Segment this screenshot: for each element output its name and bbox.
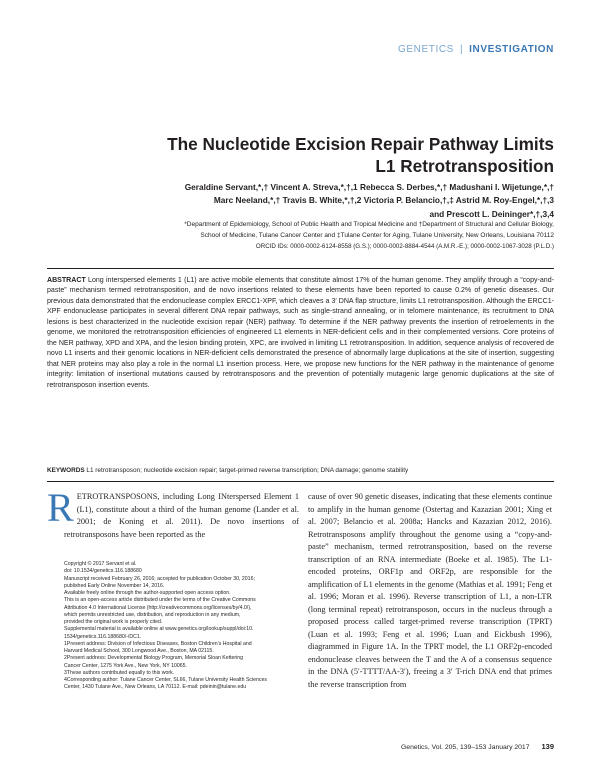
keywords — [47, 467, 554, 474]
footnote-line: Manuscript received February 26, 2016; accepted for publication October 30, 2016; — [64, 575, 255, 582]
page-footer — [401, 742, 554, 751]
authors-line-1: Geraldine Servant,*,† Vincent A. Streva,*,†,1 Rebecca S. Derbes,*,† Madushani I. Wijetunge,*,† — [184, 182, 554, 192]
keywords-label: KEYWORDS — [47, 467, 85, 474]
authors-line-3: and Prescott L. Deininger*,†,3,4 — [429, 208, 554, 219]
header-separator: | — [459, 44, 464, 55]
footnote-line: 1Present address: Division of Infectious Diseases, Boston Children’s Hospital and — [64, 640, 252, 647]
footnote-line: 3These authors contributed equally to this work. — [64, 669, 175, 676]
footnote-line: Center, 1430 Tulane Ave., New Orleans, LA 70112. E-mail: pdeinin@tulane.edu — [64, 684, 247, 691]
authors-line-2: Marc Neeland,*,† Travis B. White,*,†,2 Victoria P. Belancio,†,‡ Astrid M. Roy-Engel,*,†,3 — [213, 195, 554, 206]
article-type: INVESTIGATION — [469, 44, 554, 55]
abstract-top-rule — [47, 268, 554, 269]
affiliation-line-2: School of Medicine, Tulane Cancer Center and ‡Tulane Center for Aging, Tulane University, New Orleans, Louisiana 70112 — [200, 231, 554, 239]
footnote-line: doi: 10.1534/genetics.116.188680 — [64, 568, 142, 575]
footnotes — [64, 561, 299, 692]
footnote-line: 1534/genetics.116.188680/-/DC1. — [64, 633, 142, 640]
footnote-line: Attribution 4.0 International License (http://creativecommons.org/licenses/by/4.0/), — [64, 604, 252, 611]
footnote-line: Copyright © 2017 Servant et al. — [64, 561, 137, 567]
affiliation-line-1: *Department of Epidemiology, School of Public Health and Tropical Medicine and †Department of Structural and Cellular Biology, — [184, 221, 554, 228]
abstract-label: ABSTRACT — [47, 277, 86, 284]
footnote-line: Supplemental material is available online at www.genetics.org/lookup/suppl/doi:10. — [64, 626, 254, 633]
body-column-2 — [308, 491, 552, 691]
intro-paragraph-continued: cause of over 90 genetic diseases, indicating that these elements continue to amplify in the human genome (Ostertag and Kazazian 2001; Xing et al. 2007; Belancio et al. 2008a; Hancks and Kazazian 2012, 2016). Retrotransposons amplify throughout the genome using a “copy-and-paste” mechanism, termed retrotransposition, based on the reverse transcription of an RNA intermediate (Boeke et al. 1985). The L1-encoded proteins, ORF1p and ORF2p, are responsible for the amplification of L1 elements in the genome (Mathias et al. 1991; Feng et al. 1996; Moran et al. 1996). Reverse transcription of L1, a non-LTR (long terminal repeat) retrotransposon, occurs in the nucleus through a proposed process called target-primed reverse transcription (TPRT) (Luan et al. 1993; Feng et al. 1996; Luan and Eickbush 1996), diagrammed in Figure 1A. In the TPRT model, the L1 ORF2p-encoded endonuclease cleaves between the T and the A of a consensus sequence in the DNA (5′-TTTT/AA-3′), freeing a 3′ T-rich DNA end that primes the reverse transcription from — [308, 492, 552, 689]
footnote-line: provided the original work is properly cited. — [64, 619, 163, 625]
abstract — [47, 276, 554, 391]
page-number: 139 — [541, 742, 554, 751]
abstract-bottom-rule — [47, 481, 554, 482]
footnote-line: This is an open-access article distributed under the terms of the Creative Commons — [64, 597, 256, 604]
author-list — [34, 181, 554, 221]
footnote-line: Cancer Center, 1275 York Ave., New York, NY 10065. — [64, 662, 187, 669]
footnote-line: 4Corresponding author: Tulane Cancer Center, SL66, Tulane University Health Sciences — [64, 677, 268, 683]
body-column-1 — [47, 485, 299, 541]
intro-paragraph-start: ETROTRANSPOSONS, including Long INterspersed Element 1 (L1), constitute about a third of the human genome (Lander et al. 2001; de Koning et al. 2011). De novo insertions of retrotransposons have been reported as the — [64, 492, 299, 539]
drop-cap: R — [47, 485, 74, 530]
title-line-2: L1 Retrotransposition — [375, 156, 554, 176]
journal-citation: Genetics, Vol. 205, 139–153 January 2017 — [401, 744, 530, 751]
footnote-line: Available freely online through the author-supported open access option. — [64, 590, 231, 596]
title-line-1: The Nucleotide Excision Repair Pathway Limits — [167, 134, 554, 154]
footnote-line: which permits unrestricted use, distribution, and reproduction in any medium, — [64, 611, 241, 618]
orcid-ids: ORCID IDs: 0000-0002-6124-8558 (G.S.); 0000-0002-8884-4544 (A.M.R.-E.); 0000-0002-1067-3028 (P.L.D.) — [255, 243, 554, 250]
abstract-text: Long interspersed elements 1 (L1) are active mobile elements that constitute almost 17% of the human genome. They amplify through a “copy-and-paste” mechanism termed retrotransposition, and de novo insertions related to these elements have been reported to cause 0.2% of genetic diseases. Our previous data demonstrated that the endonuclease complex ERCC1-XPF, which cleaves a 3′ DNA flap structure, limits L1 retrotransposition. Although the ERCC1-XPF endonuclease participates in several different DNA repair pathways, such as single-strand annealing, or in telomere maintenance, its recruitment to DNA lesions is best characterized in the nucleotide excision repair (NER) pathway. To determine if the NER pathway prevents the insertion of retroelements in the genome, we monitored the retrotransposition efficiencies of engineered L1 elements in NER-deficient cells and in their complemented versions. Core proteins of the NER pathway, XPD and XPA, and the lesion binding protein, XPC, are involved in limiting L1 retrotransposition. In addition, sequence analysis of recovered de novo L1 inserts and their genomic locations in NER-deficient cells demonstrated the presence of abnormally large duplications at the site of insertion, suggesting that NER proteins may also play a role in the normal L1 insertion process. Here, we propose new functions for the NER pathway in the maintenance of genome integrity: limitation of insertional mutations caused by retrotransposons and the prevention of potentially mutagenic large genomic duplications at the site of retrotransposon insertion events. — [47, 277, 554, 389]
article-title — [34, 133, 554, 177]
footnote-line: 2Present address: Developmental Biology Program, Memorial Sloan Kettering — [64, 655, 244, 662]
keywords-text: L1 retrotransposon; nucleotide excision repair; target-primed reverse transcription; DNA damage; genome stability — [86, 467, 409, 474]
affiliations — [14, 220, 554, 241]
footnote-line: Harvard Medical School, 300 Longwood Ave., Boston, MA 02115. — [64, 648, 214, 654]
journal-name: GENETICS — [398, 44, 454, 55]
footnote-line: published Early Online November 14, 2016. — [64, 582, 165, 589]
journal-header — [398, 44, 554, 55]
